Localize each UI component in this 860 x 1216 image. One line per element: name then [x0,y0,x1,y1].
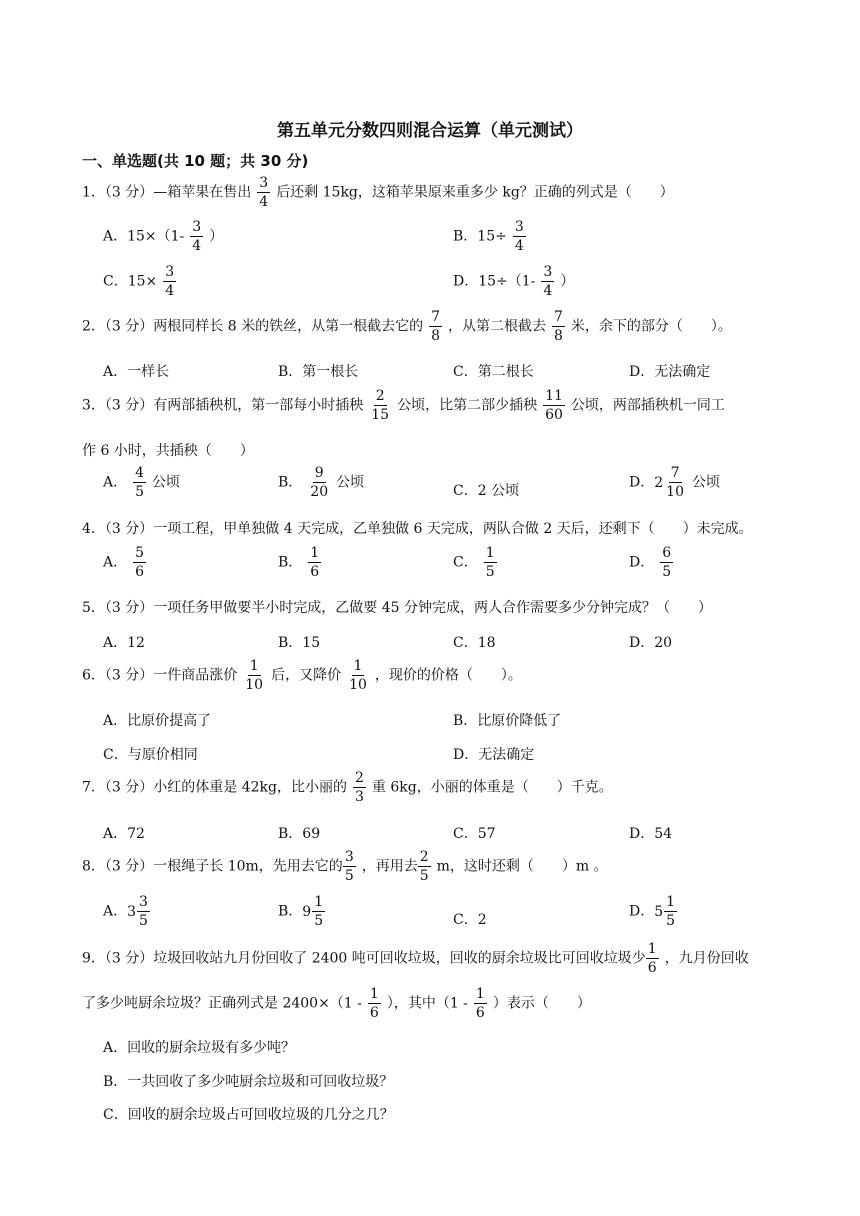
option-b[interactable]: B．第一根长 [278,364,359,380]
option-d[interactable]: D．54 [629,826,673,842]
option-c[interactable]: C．第二根长 [453,364,534,380]
option-c[interactable]: C．与原价相同 [103,747,198,763]
option-b[interactable]: B．一共回收了多少吨厨余垃圾和可回收垃圾？ [103,1074,394,1090]
option-a[interactable]: A．12 [103,635,145,651]
question-4: 4．（3 分）一项工程，甲单独做 4 天完成，乙单独做 6 天完成，两队合做 2 天后，还剩下（ ）未完成。 [82,521,753,537]
question-8: 8．（3 分）一根绳子长 10m，先用去它的 $\frac{3}{5}$ ，再用去 $\frac{2}{5}$ m，这时还剩（ ）m 。 [82,849,608,884]
option-c[interactable]: C．回收的厨余垃圾占可回收垃圾的几分之几？ [103,1107,394,1123]
option-c[interactable]: C．2 [453,912,487,928]
option-b[interactable]: B．15 [278,635,321,651]
option-c[interactable]: C．15× $\frac{3}{4}$ [103,264,175,299]
option-b[interactable]: B．69 [278,826,321,842]
question-9-line-2: 了多少吨厨余垃圾？正确列式是 2400×（1 - $\frac{1}{6}$ ），其中（1 - $\frac{1}{6}$ ）表示（ ） [82,986,591,1021]
option-d[interactable]: D． 5 $\frac{1}{5}$ [629,894,676,929]
option-d[interactable]: D．无法确定 [629,364,711,380]
option-c[interactable]: C． $\frac{1}{5}$ [453,545,495,580]
option-d[interactable]: D．无法确定 [453,747,535,763]
option-c[interactable]: C．57 [453,826,496,842]
option-d[interactable]: D．15÷（1- $\frac{3}{4}$ ） [453,264,575,299]
option-d[interactable]: D．20 [629,635,673,651]
question-text: 后还剩 15kg，这箱苹果原来重多少 kg？正确的列式是（ [276,184,632,201]
option-a[interactable]: A．15×（1- $\frac{3}{4}$ ） [103,219,224,254]
option-a[interactable]: A． 3 $\frac{3}{5}$ [103,894,148,929]
option-a[interactable]: A．回收的厨余垃圾有多少吨？ [103,1040,296,1056]
section-heading: 一、单选题(共 10 题；共 30 分) [82,152,309,170]
question-9: 9．（3 分）垃圾回收站九月份回收了 2400 吨可回收垃圾，回收的厨余垃圾比可回收垃圾少 $\frac{1}{6}$ ，九月份回收 [82,941,749,976]
question-7: 7．（3 分）小红的体重是 42kg，比小丽的 $\frac{2}{3}$ 重 6kg，小丽的体重是（ ）千克。 [82,770,613,805]
option-c[interactable]: C．2 公顷 [453,483,520,499]
question-1: 1．（3 分）—箱苹果在售出 $\frac{3}{4}$ 后还剩 15kg，这箱苹果原来重多少 kg？正确的列式是（ ） [82,175,674,210]
question-3: 3．（3 分）有两部插秧机，第一部每小时插秧 $\frac{2}{15}$ 公顷，比第二部少插秧 $\frac{11}{60}$ 公顷，两部插秧机一同工 [82,388,725,423]
option-a[interactable]: A．一样长 [103,364,170,380]
question-6: 6．（3 分）一件商品涨价 $\frac{1}{10}$ 后，又降价 $\frac{1}{10}$ ，现价的价格（ ）。 [82,658,522,693]
option-a[interactable]: A．72 [103,826,145,842]
question-5: 5．（3 分）一项任务甲做要半小时完成，乙做要 45 分钟完成，两人合作需要多少分钟完成？（ ） [82,600,712,616]
option-b[interactable]: B． $\frac{1}{6}$ [278,545,320,580]
option-d[interactable]: D． $\frac{6}{5}$ [629,545,672,580]
option-b[interactable]: B．15÷ $\frac{3}{4}$ [453,219,524,254]
option-c[interactable]: C．18 [453,635,496,651]
question-3-line-2: 作 6 小时，共插秧（ ） [82,443,254,459]
fraction: $\frac{3}{4}$ [259,175,269,210]
option-a[interactable]: A．比原价提高了 [103,713,212,729]
option-b[interactable]: B． $\frac{9}{20}$ 公顷 [278,465,365,500]
option-b[interactable]: B． 9 $\frac{1}{5}$ [278,894,324,929]
page-title: 第五单元分数四则混合运算（单元测试） [277,121,583,141]
question-text: 1．（3 分）—箱苹果在售出 [82,184,252,201]
option-a[interactable]: A． $\frac{5}{6}$ [103,545,145,580]
option-d[interactable]: D． 2 $\frac{7}{10}$ 公顷 [629,465,720,500]
option-b[interactable]: B．比原价降低了 [453,713,562,729]
option-a[interactable]: A． $\frac{4}{5}$ 公顷 [103,465,181,500]
question-2: 2．（3 分）两根同样长 8 米的铁丝，从第一根截去它的 $\frac{7}{8}$ ，从第二根截去 $\frac{7}{8}$ 米，余下的部分（ ）。 [82,309,732,344]
